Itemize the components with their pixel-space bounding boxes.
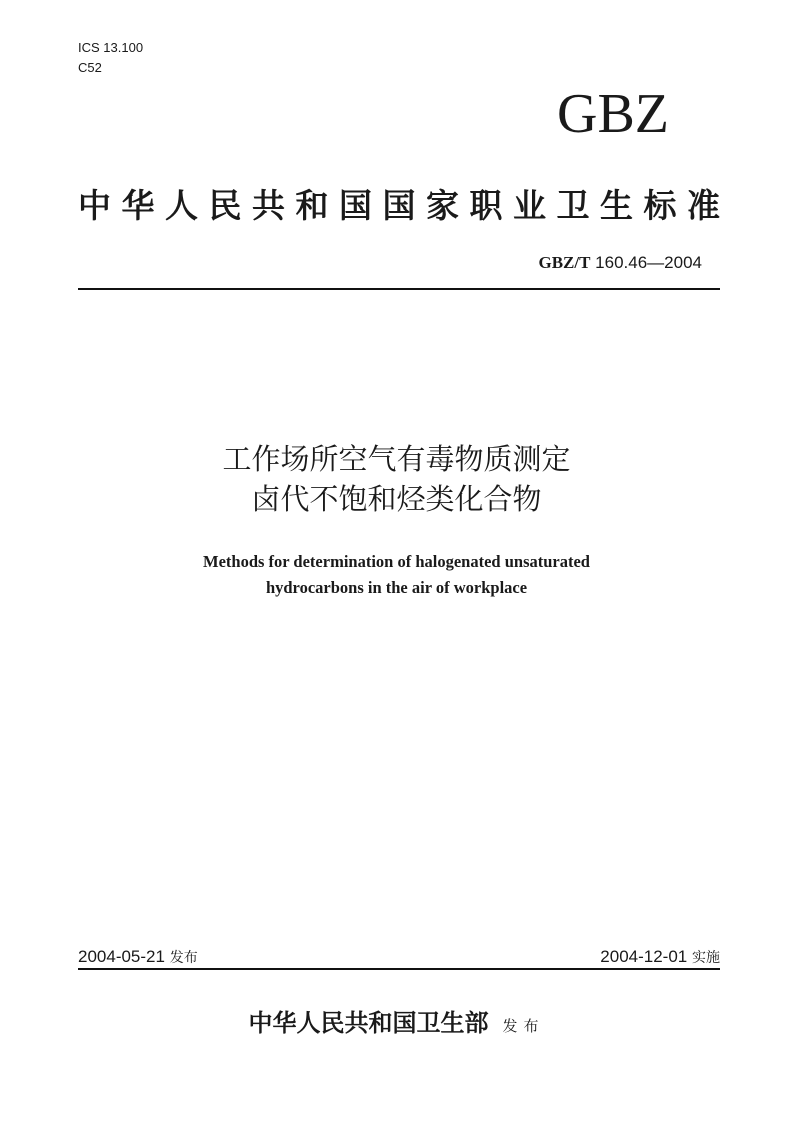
classification-codes [78,38,143,78]
code-number: 160.46—2004 [595,253,702,272]
issue-date: 2004-05-21 [78,947,165,966]
standard-type-heading: 中华人民共和国国家职业卫生标准 [78,186,720,225]
top-divider [78,288,720,290]
title-en-line1: Methods for determination of halogenated unsaturated [203,552,590,571]
issue-date-block [78,946,198,968]
ics-code: ICS 13.100 [78,40,144,55]
issue-label: 发布 [169,949,198,965]
effective-date: 2004-12-01 [600,947,688,966]
ccs-code: C52 [78,60,102,75]
title-en-line2: hydrocarbons in the air of workplace [265,578,528,597]
standard-code [538,252,702,274]
title-cn-line2: 卤代不饱和烃类化合物 [251,484,542,516]
gbz-logo: GBZ [557,83,669,145]
bottom-divider [78,968,720,970]
title-cn-line1: 工作场所空气有毒物质测定 [222,444,571,476]
issuer-suffix: 发布 [502,1017,545,1035]
code-prefix: GBZ/T [538,253,591,272]
issuer-block [0,1008,793,1041]
effective-date-block [600,946,720,968]
issuer-name: 中华人民共和国卫生部 [248,1008,489,1037]
effective-label: 实施 [692,949,720,965]
